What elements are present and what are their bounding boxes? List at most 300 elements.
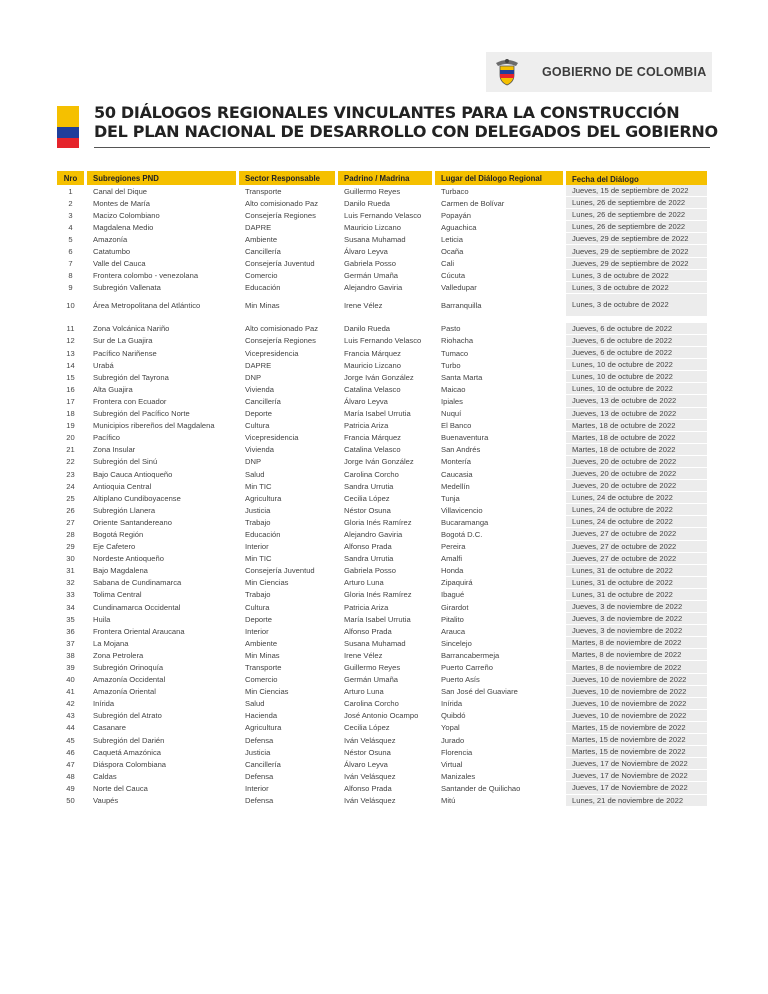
cell-nro: 2: [57, 197, 87, 209]
header-sector: Sector Responsable: [239, 171, 338, 185]
table-row: [57, 674, 710, 686]
cell-nro: 1: [57, 185, 87, 197]
cell-sector: Min TIC: [239, 553, 338, 565]
cell-subregion: Subregión Llanera: [87, 504, 239, 516]
cell-nro: 11: [57, 323, 87, 335]
cell-lugar: Sincelejo: [435, 637, 566, 649]
cell-sector: Justicia: [239, 746, 338, 758]
cell-nro: 21: [57, 444, 87, 456]
cell-lugar: Ipiales: [435, 395, 566, 407]
cell-sector: Deporte: [239, 613, 338, 625]
cell-subregion: Subregión Orinoquía: [87, 661, 239, 673]
cell-lugar: Barranquilla: [435, 294, 566, 317]
cell-subregion: Pacífico Nariñense: [87, 347, 239, 359]
cell-lugar: Honda: [435, 565, 566, 577]
cell-lugar: Manizales: [435, 770, 566, 782]
cell-padrino: Irene Vélez: [338, 294, 435, 317]
cell-lugar: Turbaco: [435, 185, 566, 197]
cell-subregion: Pacífico: [87, 432, 239, 444]
table-row: [57, 722, 710, 734]
table-row: [57, 383, 710, 395]
table-row: [57, 335, 710, 347]
cell-subregion: Municipios ribereños del Magdalena: [87, 420, 239, 432]
cell-sector: Hacienda: [239, 710, 338, 722]
cell-nro: 14: [57, 359, 87, 371]
cell-nro: 29: [57, 541, 87, 553]
cell-lugar: Girardot: [435, 601, 566, 613]
cell-fecha: Jueves, 27 de octubre de 2022: [566, 553, 710, 565]
cell-padrino: Carolina Corcho: [338, 698, 435, 710]
table-row: [57, 613, 710, 625]
table-row: [57, 565, 710, 577]
cell-fecha: Lunes, 3 de octubre de 2022: [566, 294, 710, 317]
cell-sector: Ambiente: [239, 233, 338, 245]
cell-sector: Defensa: [239, 734, 338, 746]
cell-padrino: Alfonso Prada: [338, 782, 435, 794]
cell-lugar: Quibdó: [435, 710, 566, 722]
cell-subregion: Subregión Vallenata: [87, 282, 239, 294]
government-badge: [486, 52, 712, 92]
cell-sector: Agricultura: [239, 492, 338, 504]
cell-fecha: Jueves, 6 de octubre de 2022: [566, 335, 710, 347]
cell-sector: Comercio: [239, 674, 338, 686]
cell-nro: 6: [57, 245, 87, 257]
cell-fecha: Jueves, 29 de septiembre de 2022: [566, 233, 710, 245]
page-title: [94, 103, 718, 141]
cell-subregion: Zona Insular: [87, 444, 239, 456]
cell-fecha: Jueves, 17 de Noviembre de 2022: [566, 770, 710, 782]
cell-nro: 37: [57, 637, 87, 649]
cell-padrino: Irene Vélez: [338, 649, 435, 661]
table-row: [57, 637, 710, 649]
cell-lugar: Montería: [435, 456, 566, 468]
cell-nro: 26: [57, 504, 87, 516]
cell-sector: Consejería Regiones: [239, 335, 338, 347]
cell-fecha: Martes, 18 de octubre de 2022: [566, 432, 710, 444]
table-row: [57, 371, 710, 383]
cell-subregion: Cundinamarca Occidental: [87, 601, 239, 613]
cell-fecha: Lunes, 10 de octubre de 2022: [566, 371, 710, 383]
cell-padrino: María Isabel Urrutia: [338, 613, 435, 625]
cell-fecha: Martes, 8 de noviembre de 2022: [566, 649, 710, 661]
cell-sector: Cancillería: [239, 245, 338, 257]
title-line-1: 50 DIÁLOGOS REGIONALES VINCULANTES PARA LA CONSTRUCCIÓN: [94, 103, 680, 122]
cell-subregion: Frontera con Ecuador: [87, 395, 239, 407]
cell-lugar: Pasto: [435, 323, 566, 335]
cell-nro: 44: [57, 722, 87, 734]
cell-sector: DAPRE: [239, 221, 338, 233]
cell-subregion: Inírida: [87, 698, 239, 710]
cell-subregion: Catatumbo: [87, 245, 239, 257]
cell-sector: Consejería Juventud: [239, 258, 338, 270]
table-row: [57, 432, 710, 444]
cell-lugar: Tunja: [435, 492, 566, 504]
cell-subregion: Amazonía Oriental: [87, 686, 239, 698]
cell-nro: 30: [57, 553, 87, 565]
cell-sector: Vicepresidencia: [239, 347, 338, 359]
cell-subregion: Área Metropolitana del Atlántico: [87, 294, 239, 317]
cell-nro: 25: [57, 492, 87, 504]
cell-lugar: Leticia: [435, 233, 566, 245]
cell-subregion: Norte del Cauca: [87, 782, 239, 794]
cell-subregion: Subregión del Sinú: [87, 456, 239, 468]
table-row: [57, 209, 710, 221]
cell-sector: Trabajo: [239, 516, 338, 528]
cell-padrino: Carolina Corcho: [338, 468, 435, 480]
cell-sector: Defensa: [239, 795, 338, 807]
cell-subregion: Sur de La Guajira: [87, 335, 239, 347]
cell-subregion: Valle del Cauca: [87, 258, 239, 270]
cell-fecha: Jueves, 27 de octubre de 2022: [566, 541, 710, 553]
cell-fecha: Jueves, 17 de Noviembre de 2022: [566, 758, 710, 770]
cell-padrino: Germán Umaña: [338, 270, 435, 282]
table-row: [57, 698, 710, 710]
cell-padrino: Susana Muhamad: [338, 637, 435, 649]
cell-fecha: Lunes, 3 de octubre de 2022: [566, 282, 710, 294]
cell-nro: 39: [57, 661, 87, 673]
cell-nro: 41: [57, 686, 87, 698]
title-line-2: DEL PLAN NACIONAL DE DESARROLLO CON DELEGADOS DEL GOBIERNO: [94, 121, 718, 141]
cell-nro: 24: [57, 480, 87, 492]
cell-nro: 38: [57, 649, 87, 661]
cell-lugar: Valledupar: [435, 282, 566, 294]
cell-sector: DNP: [239, 456, 338, 468]
table-row: [57, 589, 710, 601]
cell-fecha: Lunes, 24 de octubre de 2022: [566, 492, 710, 504]
cell-padrino: Gabriela Posso: [338, 258, 435, 270]
header-fecha: Fecha del Diálogo: [566, 171, 710, 185]
cell-padrino: Gabriela Posso: [338, 565, 435, 577]
cell-padrino: Néstor Osuna: [338, 504, 435, 516]
table-row: [57, 710, 710, 722]
cell-subregion: Subregión del Atrato: [87, 710, 239, 722]
cell-lugar: Virtual: [435, 758, 566, 770]
cell-padrino: Danilo Rueda: [338, 197, 435, 209]
table-row: [57, 282, 710, 294]
cell-subregion: Eje Cafetero: [87, 541, 239, 553]
cell-lugar: Puerto Asís: [435, 674, 566, 686]
dialogues-table: [57, 171, 710, 807]
cell-subregion: Caldas: [87, 770, 239, 782]
cell-padrino: Mauricio Lizcano: [338, 221, 435, 233]
cell-fecha: Jueves, 3 de noviembre de 2022: [566, 601, 710, 613]
coat-of-arms-icon: [492, 57, 522, 87]
cell-padrino: Gloria Inés Ramírez: [338, 589, 435, 601]
cell-padrino: Iván Velásquez: [338, 795, 435, 807]
cell-sector: Cultura: [239, 420, 338, 432]
cell-lugar: Barrancabermeja: [435, 649, 566, 661]
cell-lugar: Mitú: [435, 795, 566, 807]
cell-sector: Alto comisionado Paz: [239, 323, 338, 335]
cell-padrino: Francia Márquez: [338, 432, 435, 444]
table-row: [57, 347, 710, 359]
cell-subregion: Bogotá Región: [87, 528, 239, 540]
cell-subregion: Altiplano Cundiboyacense: [87, 492, 239, 504]
table-row: [57, 233, 710, 245]
cell-fecha: Jueves, 10 de noviembre de 2022: [566, 710, 710, 722]
cell-nro: 31: [57, 565, 87, 577]
cell-fecha: Jueves, 15 de septiembre de 2022: [566, 185, 710, 197]
table-row: [57, 359, 710, 371]
cell-subregion: Amazonía: [87, 233, 239, 245]
cell-subregion: Alta Guajira: [87, 383, 239, 395]
cell-nro: 47: [57, 758, 87, 770]
table-row: [57, 601, 710, 613]
table-row: [57, 197, 710, 209]
table-row: [57, 504, 710, 516]
cell-padrino: Álvaro Leyva: [338, 395, 435, 407]
cell-nro: 23: [57, 468, 87, 480]
cell-nro: 7: [57, 258, 87, 270]
cell-padrino: Guillermo Reyes: [338, 185, 435, 197]
cell-nro: 46: [57, 746, 87, 758]
cell-lugar: Medellín: [435, 480, 566, 492]
cell-subregion: Sabana de Cundinamarca: [87, 577, 239, 589]
cell-lugar: Turbo: [435, 359, 566, 371]
cell-subregion: Magdalena Medio: [87, 221, 239, 233]
cell-sector: Vicepresidencia: [239, 432, 338, 444]
cell-fecha: Martes, 8 de noviembre de 2022: [566, 661, 710, 673]
cell-fecha: Jueves, 29 de septiembre de 2022: [566, 258, 710, 270]
table-row: [57, 661, 710, 673]
cell-fecha: Jueves, 17 de Noviembre de 2022: [566, 782, 710, 794]
cell-lugar: Tumaco: [435, 347, 566, 359]
cell-fecha: Martes, 8 de noviembre de 2022: [566, 637, 710, 649]
cell-fecha: Lunes, 10 de octubre de 2022: [566, 359, 710, 371]
cell-padrino: Guillermo Reyes: [338, 661, 435, 673]
cell-subregion: Nordeste Antioqueño: [87, 553, 239, 565]
cell-sector: Interior: [239, 782, 338, 794]
cell-nro: 33: [57, 589, 87, 601]
table-row: [57, 221, 710, 233]
cell-sector: DAPRE: [239, 359, 338, 371]
cell-padrino: Iván Velásquez: [338, 770, 435, 782]
cell-subregion: Antioquia Central: [87, 480, 239, 492]
cell-subregion: Diáspora Colombiana: [87, 758, 239, 770]
cell-nro: 36: [57, 625, 87, 637]
cell-fecha: Lunes, 24 de octubre de 2022: [566, 516, 710, 528]
table-row: [57, 746, 710, 758]
cell-lugar: Arauca: [435, 625, 566, 637]
cell-subregion: Amazonía Occidental: [87, 674, 239, 686]
cell-nro: 9: [57, 282, 87, 294]
cell-sector: DNP: [239, 371, 338, 383]
cell-fecha: Lunes, 26 de septiembre de 2022: [566, 197, 710, 209]
cell-nro: 40: [57, 674, 87, 686]
cell-nro: 49: [57, 782, 87, 794]
cell-subregion: Casanare: [87, 722, 239, 734]
cell-padrino: Néstor Osuna: [338, 746, 435, 758]
cell-fecha: Martes, 15 de noviembre de 2022: [566, 734, 710, 746]
cell-lugar: Santa Marta: [435, 371, 566, 383]
cell-fecha: Jueves, 27 de octubre de 2022: [566, 528, 710, 540]
cell-padrino: Alfonso Prada: [338, 541, 435, 553]
cell-lugar: Caucasia: [435, 468, 566, 480]
cell-nro: 10: [57, 294, 87, 317]
cell-subregion: Canal del Dique: [87, 185, 239, 197]
cell-padrino: Francia Márquez: [338, 347, 435, 359]
cell-fecha: Jueves, 3 de noviembre de 2022: [566, 613, 710, 625]
cell-lugar: Inírida: [435, 698, 566, 710]
cell-subregion: Subregión del Pacífico Norte: [87, 408, 239, 420]
cell-fecha: Martes, 15 de noviembre de 2022: [566, 746, 710, 758]
cell-sector: Vivienda: [239, 444, 338, 456]
table-row: [57, 649, 710, 661]
cell-padrino: Catalina Velasco: [338, 383, 435, 395]
cell-fecha: Lunes, 31 de octubre de 2022: [566, 589, 710, 601]
header-padrino: Padrino / Madrina: [338, 171, 435, 185]
cell-fecha: Lunes, 10 de octubre de 2022: [566, 383, 710, 395]
cell-lugar: Nuquí: [435, 408, 566, 420]
cell-lugar: Yopal: [435, 722, 566, 734]
cell-subregion: Montes de María: [87, 197, 239, 209]
cell-lugar: Bucaramanga: [435, 516, 566, 528]
cell-nro: 15: [57, 371, 87, 383]
cell-lugar: Santander de Quilichao: [435, 782, 566, 794]
cell-fecha: Martes, 15 de noviembre de 2022: [566, 722, 710, 734]
cell-sector: Salud: [239, 698, 338, 710]
cell-nro: 13: [57, 347, 87, 359]
cell-sector: Min TIC: [239, 480, 338, 492]
table-row: [57, 758, 710, 770]
cell-padrino: Germán Umaña: [338, 674, 435, 686]
cell-nro: 43: [57, 710, 87, 722]
cell-lugar: El Banco: [435, 420, 566, 432]
table-row: [57, 541, 710, 553]
cell-sector: Defensa: [239, 770, 338, 782]
cell-fecha: Jueves, 3 de noviembre de 2022: [566, 625, 710, 637]
cell-padrino: Luis Fernando Velasco: [338, 335, 435, 347]
cell-subregion: Tolima Central: [87, 589, 239, 601]
cell-sector: Comercio: [239, 270, 338, 282]
cell-padrino: Susana Muhamad: [338, 233, 435, 245]
cell-fecha: Martes, 18 de octubre de 2022: [566, 444, 710, 456]
cell-lugar: Cali: [435, 258, 566, 270]
table-row: [57, 185, 710, 197]
cell-subregion: Subregión del Tayrona: [87, 371, 239, 383]
table-row: [57, 553, 710, 565]
cell-lugar: Jurado: [435, 734, 566, 746]
table-row: [57, 468, 710, 480]
cell-fecha: Jueves, 10 de noviembre de 2022: [566, 698, 710, 710]
cell-subregion: Zona Petrolera: [87, 649, 239, 661]
cell-lugar: San Andrés: [435, 444, 566, 456]
cell-nro: 18: [57, 408, 87, 420]
cell-fecha: Lunes, 24 de octubre de 2022: [566, 504, 710, 516]
table-row: [57, 528, 710, 540]
table-row: [57, 782, 710, 794]
cell-sector: Min Minas: [239, 294, 338, 317]
cell-padrino: Alfonso Prada: [338, 625, 435, 637]
cell-sector: Deporte: [239, 408, 338, 420]
cell-nro: 32: [57, 577, 87, 589]
cell-subregion: Zona Volcánica Nariño: [87, 323, 239, 335]
cell-fecha: Martes, 18 de octubre de 2022: [566, 420, 710, 432]
table-row: [57, 408, 710, 420]
cell-padrino: Cecilia López: [338, 722, 435, 734]
cell-padrino: Luis Fernando Velasco: [338, 209, 435, 221]
cell-subregion: Urabá: [87, 359, 239, 371]
cell-lugar: Bogotá D.C.: [435, 528, 566, 540]
cell-sector: Salud: [239, 468, 338, 480]
table-row: [57, 323, 710, 335]
colombia-flag-icon: [57, 106, 79, 148]
table-row: [57, 516, 710, 528]
cell-nro: 28: [57, 528, 87, 540]
cell-fecha: Jueves, 6 de octubre de 2022: [566, 347, 710, 359]
table-row: [57, 294, 710, 317]
cell-padrino: Álvaro Leyva: [338, 245, 435, 257]
cell-sector: Min Ciencias: [239, 577, 338, 589]
cell-padrino: Sandra Urrutia: [338, 553, 435, 565]
cell-sector: Vivienda: [239, 383, 338, 395]
cell-sector: Consejería Juventud: [239, 565, 338, 577]
table-row: [57, 686, 710, 698]
header-subregion: Subregiones PND: [87, 171, 239, 185]
table-row: [57, 245, 710, 257]
cell-nro: 34: [57, 601, 87, 613]
cell-nro: 50: [57, 795, 87, 807]
table-row: [57, 480, 710, 492]
cell-nro: 5: [57, 233, 87, 245]
table-header-row: [57, 171, 710, 185]
cell-nro: 17: [57, 395, 87, 407]
cell-fecha: Lunes, 26 de septiembre de 2022: [566, 221, 710, 233]
cell-padrino: Sandra Urrutia: [338, 480, 435, 492]
cell-padrino: Iván Velásquez: [338, 734, 435, 746]
cell-padrino: Arturo Luna: [338, 577, 435, 589]
cell-fecha: Jueves, 10 de noviembre de 2022: [566, 674, 710, 686]
cell-subregion: Caquetá Amazónica: [87, 746, 239, 758]
cell-nro: 19: [57, 420, 87, 432]
cell-lugar: Buenaventura: [435, 432, 566, 444]
cell-nro: 48: [57, 770, 87, 782]
header-lugar: Lugar del Diálogo Regional: [435, 171, 566, 185]
cell-fecha: Lunes, 26 de septiembre de 2022: [566, 209, 710, 221]
cell-lugar: San José del Guaviare: [435, 686, 566, 698]
cell-sector: Cultura: [239, 601, 338, 613]
table-row: [57, 270, 710, 282]
cell-padrino: Álvaro Leyva: [338, 758, 435, 770]
cell-lugar: Florencia: [435, 746, 566, 758]
cell-padrino: Jorge Iván González: [338, 371, 435, 383]
government-label: GOBIERNO DE COLOMBIA: [542, 65, 707, 79]
cell-lugar: Cúcuta: [435, 270, 566, 282]
cell-fecha: Lunes, 3 de octubre de 2022: [566, 270, 710, 282]
cell-subregion: Frontera colombo - venezolana: [87, 270, 239, 282]
cell-sector: Agricultura: [239, 722, 338, 734]
cell-nro: 3: [57, 209, 87, 221]
cell-lugar: Puerto Carreño: [435, 661, 566, 673]
table-row: [57, 492, 710, 504]
cell-sector: Trabajo: [239, 589, 338, 601]
cell-padrino: Patricia Ariza: [338, 601, 435, 613]
cell-nro: 22: [57, 456, 87, 468]
cell-fecha: Lunes, 21 de noviembre de 2022: [566, 795, 710, 807]
cell-nro: 42: [57, 698, 87, 710]
cell-subregion: La Mojana: [87, 637, 239, 649]
cell-padrino: Catalina Velasco: [338, 444, 435, 456]
table-row: [57, 444, 710, 456]
cell-nro: 27: [57, 516, 87, 528]
cell-nro: 20: [57, 432, 87, 444]
cell-sector: Justicia: [239, 504, 338, 516]
table-row: [57, 395, 710, 407]
cell-fecha: Jueves, 13 de octubre de 2022: [566, 395, 710, 407]
cell-padrino: Patricia Ariza: [338, 420, 435, 432]
cell-subregion: Macizo Colombiano: [87, 209, 239, 221]
cell-padrino: Alejandro Gaviria: [338, 528, 435, 540]
